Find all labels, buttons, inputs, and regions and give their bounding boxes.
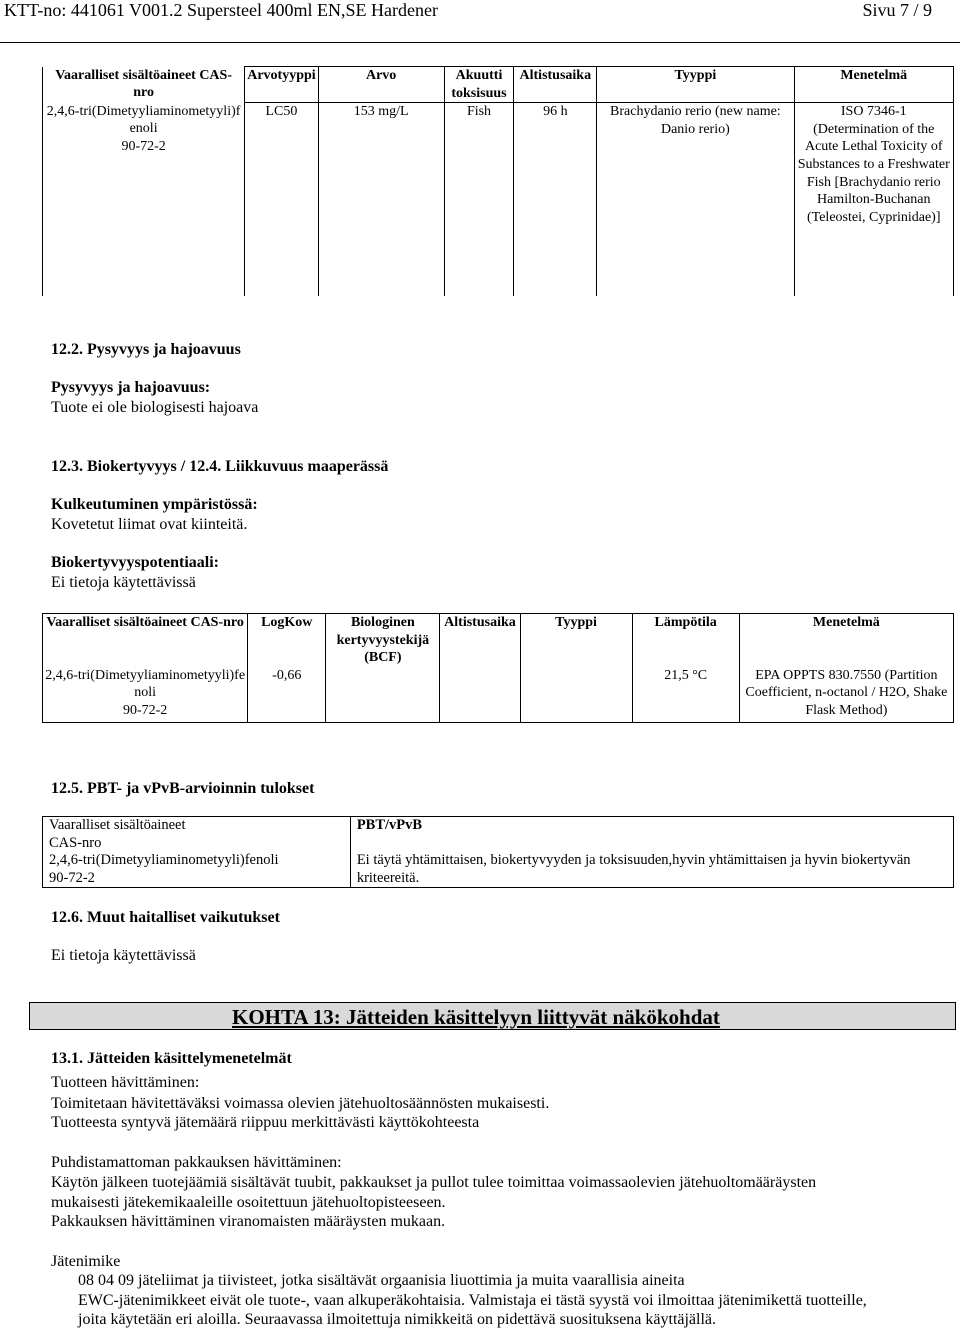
label-bioaccumulation: Biokertyvyyspotentiaali: — [51, 554, 219, 571]
bioaccumulation-table — [42, 613, 954, 723]
th2-exposure: Altistusaika — [440, 614, 520, 667]
text-packaging-3: Pakkauksen hävittäminen viranomaisten määräysten mukaan. — [51, 1213, 446, 1230]
heading-12-6: 12.6. Muut haitalliset vaikutukset — [51, 909, 280, 926]
label-migration: Kulkeutuminen ympäristössä: — [51, 496, 258, 513]
substance-cas: 90-72-2 — [121, 138, 166, 154]
text-waste-code-3: joita käytetään eri aloilla. Seuraavassa ilmoitettuja nimikkeitä on pidettävä suosituksena käyttäjällä. — [78, 1311, 717, 1328]
th-type: Tyyppi — [597, 67, 794, 103]
table-row — [43, 852, 954, 888]
th2-method: Menetelmä — [739, 614, 953, 667]
substance-cas: 90-72-2 — [122, 702, 168, 718]
cell3-substance — [43, 852, 351, 888]
text-other-effects: Ei tietoja käytettävissä — [51, 947, 196, 964]
cell2-method: EPA OPPTS 830.7550 (Partition Coefficient, n-octanol / H2O, Shake Flask Method) — [739, 667, 953, 722]
th-substance — [43, 67, 245, 103]
cell2-exposure — [440, 667, 520, 722]
substance-cas: 90-72-2 — [49, 869, 95, 886]
cell2-bcf — [326, 667, 440, 722]
pbt-header-substances: Vaaralliset sisältöaineet — [49, 817, 186, 833]
th-value: Arvo — [318, 67, 444, 103]
header-rule — [0, 42, 960, 43]
text-packaging-2: mukaisesti jätekemikaaleille osoitettuun jätehuoltopisteeseen. — [51, 1194, 446, 1211]
heading-13-1: 13.1. Jätteiden käsittelymenetelmät — [51, 1050, 292, 1067]
table-row — [43, 817, 954, 853]
substance-name: 2,4,6-tri(Dimetyyliaminometyyli)fenoli — [49, 852, 279, 869]
text-bioaccumulation: Ei tietoja käytettävissä — [51, 574, 196, 591]
text-migration: Kovetetut liimat ovat kiinteitä. — [51, 516, 248, 533]
text-waste-code-1: 08 04 09 jäteliimat ja tiivisteet, jotka sisältävät orgaanisia liuottimia ja muita vaarallisia aineita — [78, 1272, 685, 1289]
cell-type: Brachydanio rerio (new name: Danio rerio) — [597, 103, 794, 297]
table-row — [43, 103, 954, 297]
cell2-type — [520, 667, 632, 722]
cell3-substance-header — [43, 817, 351, 853]
th-acute: Akuutti toksisuus — [444, 67, 514, 103]
section-13-title: KOHTA 13: Jätteiden käsittelyyn liittyvät näkökohdat — [232, 1005, 720, 1029]
text-packaging-1: Käytön jälkeen tuotejäämiä sisältävät tuubit, pakkaukset ja pullot tulee toimittaa voimassaolevien jätehuoltomääräysten — [51, 1174, 817, 1191]
header-product-info: KTT-no: 441061 V001.2 Supersteel 400ml EN,SE Hardener — [4, 0, 438, 20]
cell3-pbt-header: PBT/vPvB — [350, 817, 953, 853]
cell2-temp: 21,5 °C — [632, 667, 739, 722]
heading-12-2: 12.2. Pysyvyys ja hajoavuus — [51, 341, 241, 358]
cell2-logkow: -0,66 — [248, 667, 326, 722]
text-product-disposal-2: Tuotteesta syntyvä jätemäärä riippuu merkittävästi käyttökohteesta — [51, 1114, 480, 1131]
text-waste-code-label: Jätenimike — [51, 1253, 121, 1270]
heading-12-5: 12.5. PBT- ja vPvB-arvioinnin tulokset — [51, 780, 315, 797]
th-value-type: Arvotyyppi — [245, 67, 318, 103]
th2-substance: Vaaralliset sisältöaineet CAS-nro — [46, 615, 244, 630]
th-substance-label: Vaaralliset sisältöaineet CAS-nro — [55, 67, 232, 101]
table-row — [43, 667, 954, 722]
text-waste-code-2: EWC-jätenimikkeet eivät ole tuote-, vaan alkuperäkohtaisia. Valmistaja ei tästä syystä voi ilmoittaa jätenimikettä tuotteille, — [78, 1292, 867, 1309]
th2-temp: Lämpötila — [632, 614, 739, 667]
th-exposure: Altistusaika — [514, 67, 597, 103]
cell3-pbt-text: Ei täytä yhtämittaisen, biokertyvyyden ja toksisuuden,hyvin yhtämittaisen ja hyvin biokertyvän kriteereitä. — [350, 852, 953, 888]
th2-bcf: Biologinen kertyvyystekijä (BCF) — [326, 614, 440, 667]
th2-logkow: LogKow — [248, 614, 326, 667]
pbt-table — [42, 816, 954, 888]
text-product-disposal-1: Toimitetaan hävitettäväksi voimassa olevien jätehuoltosäännösten mukaisesti. — [51, 1095, 550, 1112]
substance-name: 2,4,6-tri(Dimetyyliaminometyyli)fenoli — [46, 103, 241, 137]
cell-substance — [43, 103, 245, 297]
cell2-substance — [43, 667, 248, 722]
text-packaging-label: Puhdistamattoman pakkauksen hävittäminen: — [51, 1154, 342, 1171]
heading-12-3: 12.3. Biokertyvyys / 12.4. Liikkuvuus maaperässä — [51, 458, 389, 475]
cell-acute: Fish — [444, 103, 514, 297]
th-method: Menetelmä — [794, 67, 953, 103]
substance-name: 2,4,6-tri(Dimetyyliaminometyyli)fenoli — [45, 667, 246, 701]
header-page-number: Sivu 7 / 9 — [862, 0, 932, 20]
pbt-header-cas: CAS-nro — [49, 834, 102, 851]
toxicity-table-header — [43, 67, 954, 103]
toxicity-table — [42, 66, 954, 296]
cell-value-type: LC50 — [245, 103, 318, 297]
cell-exposure: 96 h — [514, 103, 597, 297]
label-persistence: Pysyvyys ja hajoavuus: — [51, 379, 211, 396]
th2-type: Tyyppi — [520, 614, 632, 667]
bioaccumulation-table-header — [43, 614, 954, 667]
text-product-disposal-label: Tuotteen hävittäminen: — [51, 1074, 200, 1091]
text-persistence: Tuote ei ole biologisesti hajoava — [51, 399, 259, 416]
cell-value: 153 mg/L — [318, 103, 444, 297]
cell-method: ISO 7346-1 (Determination of the Acute Lethal Toxicity of Substances to a Freshwater Fish [Brachydanio rerio Hamilton-Buchanan (Teleostei, Cyprinidae)] — [794, 103, 953, 297]
page-header — [0, 0, 960, 30]
